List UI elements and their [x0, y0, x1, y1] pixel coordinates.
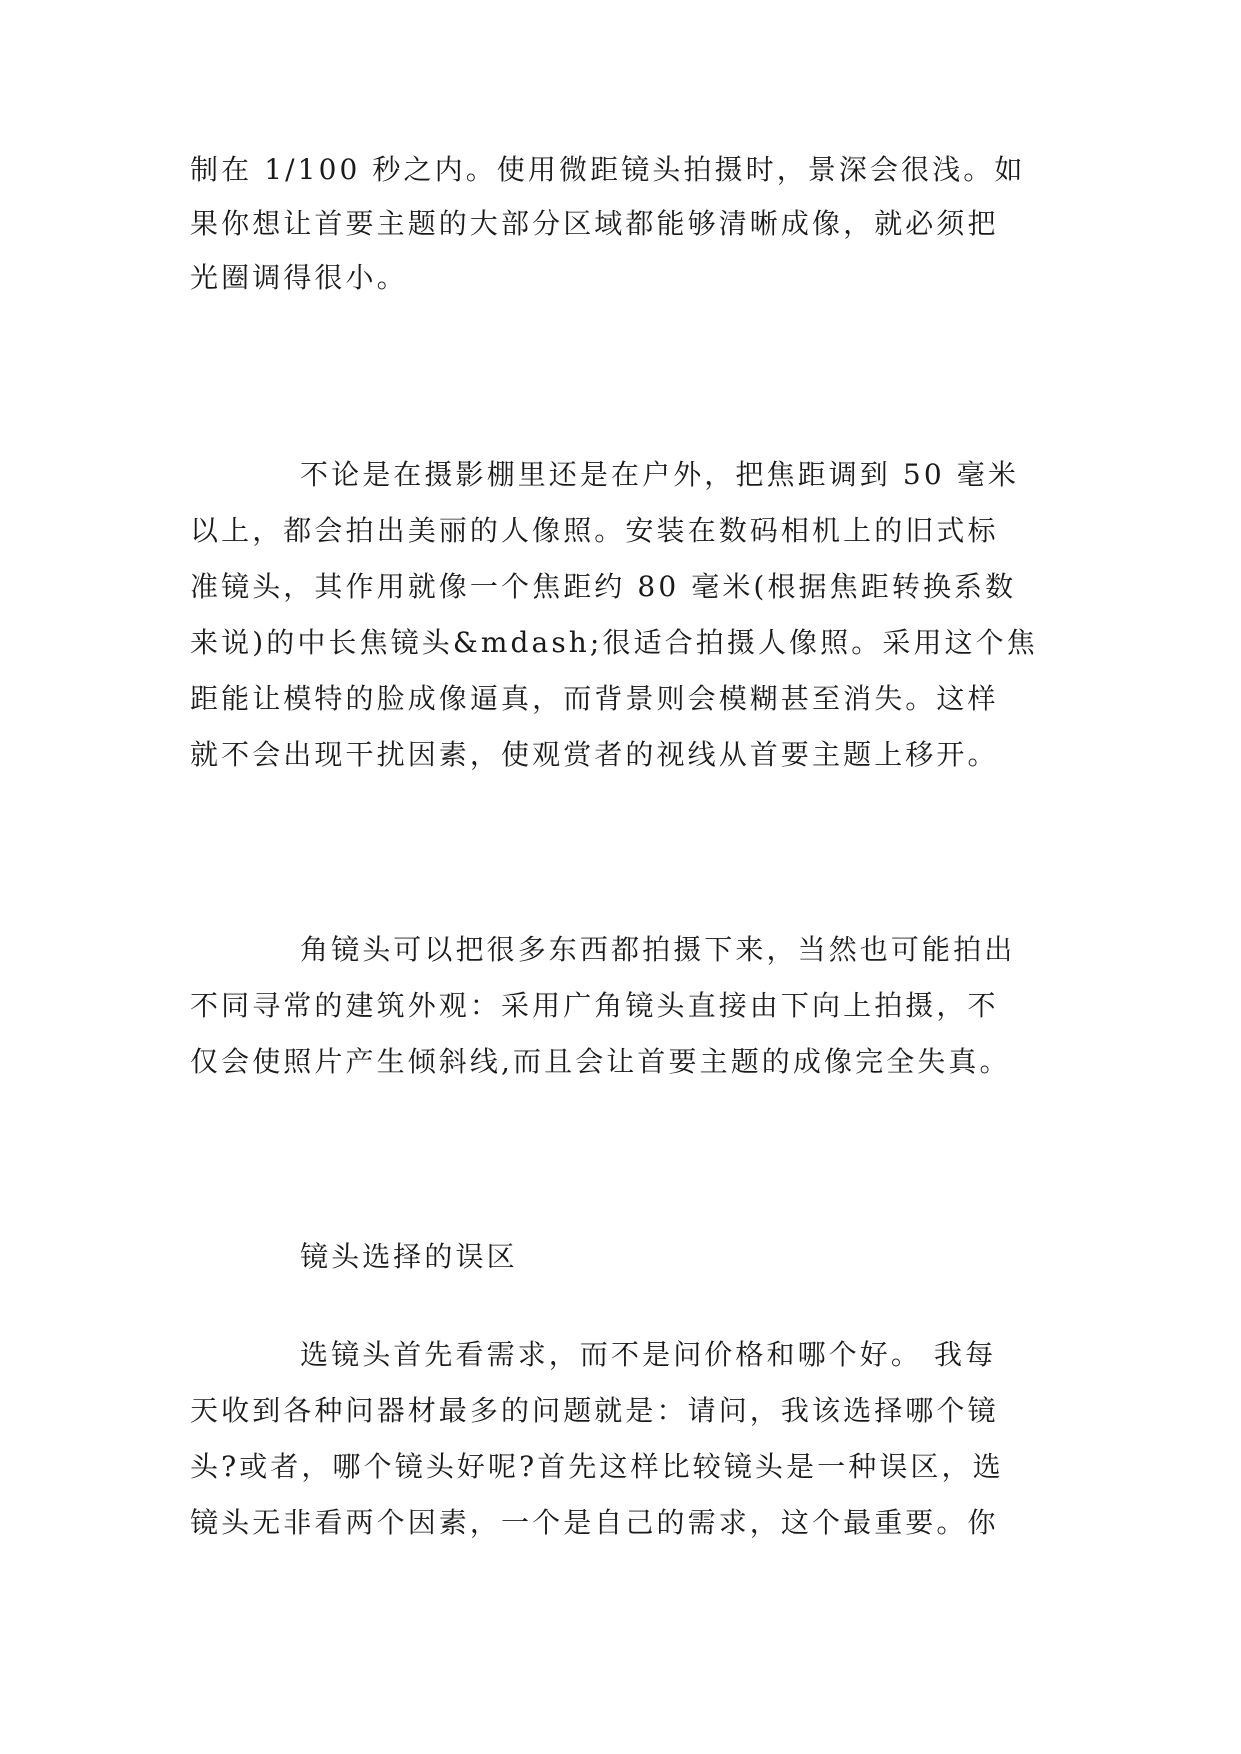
text-line: 以上，都会拍出美丽的人像照。安装在数码相机上的旧式标	[190, 514, 999, 547]
text-line: 选镜头首先看需求，而不是问价格和哪个好。 我每	[300, 1338, 997, 1371]
text-line: 制在 1/100 秒之内。使用微距镜头拍摄时，景深会很浅。如	[190, 153, 1026, 186]
text-line: 不同寻常的建筑外观：采用广角镜头直接由下向上拍摄，不	[190, 989, 999, 1022]
text-line: 天收到各种问器材最多的问题就是：请问，我该选择哪个镜	[190, 1394, 999, 1427]
text-line: 镜头无非看两个因素，一个是自己的需求，这个最重要。你	[190, 1506, 999, 1539]
text-line: 仅会使照片产生倾斜线,而且会让首要主题的成像完全失真。	[190, 1045, 1011, 1078]
text-line: 果你想让首要主题的大部分区域都能够清晰成像，就必须把	[190, 207, 999, 240]
text-line: 光圈调得很小。	[190, 261, 408, 294]
text-line: 角镜头可以把很多东西都拍摄下来，当然也可能拍出	[300, 933, 1016, 966]
text-line: 不论是在摄影棚里还是在户外，把焦距调到 50 毫米	[300, 458, 1019, 491]
text-line: 准镜头，其作用就像一个焦距约 80 毫米(根据焦距转换系数	[190, 570, 1017, 603]
text-line: 就不会出现干扰因素，使观赏者的视线从首要主题上移开。	[190, 738, 999, 771]
text-line: 来说)的中长焦镜头&mdash;很适合拍摄人像照。采用这个焦	[190, 626, 1038, 659]
section-heading: 镜头选择的误区	[300, 1240, 518, 1273]
text-line: 距能让模特的脸成像逼真，而背景则会模糊甚至消失。这样	[190, 682, 999, 715]
text-line: 头?或者，哪个镜头好呢?首先这样比较镜头是一种误区，选	[190, 1450, 1004, 1483]
